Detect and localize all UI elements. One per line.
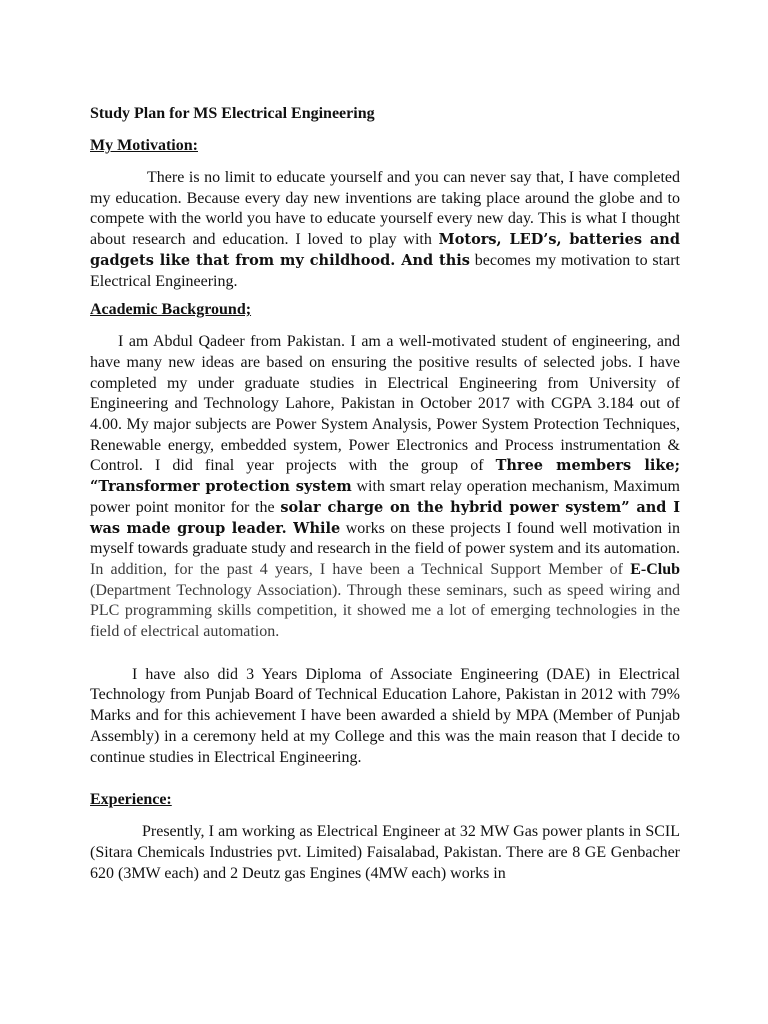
spacer: [90, 651, 680, 665]
experience-paragraph: Presently, I am working as Electrical Engineer at 32 MW Gas power plants in SCIL (Sitara Chemicals Industries pvt. Limited) Faisalabad, Pakistan. There are 8 GE Genbacher 620 (3MW each) and 2 Deutz gas Engines (4MW each) works in: [90, 823, 680, 882]
motivation-text-3: becomes my motivation to start Electrical Engineering.: [90, 251, 680, 290]
academic-text-2: Three members like; “Transformer protection system: [90, 457, 680, 496]
academic-text-4: solar charge on the hybrid power system” and I was made group leader. While: [90, 498, 680, 537]
spacer: [90, 776, 680, 790]
motivation-text-2: Motors, LED’s, batteries and gadgets like that from my childhood. And this: [90, 231, 680, 269]
academic-paragraph: [90, 332, 680, 643]
experience-heading: Experience:: [90, 791, 172, 809]
academic-text-1: I am Abdul Qadeer from Pakistan. I am a well-motivated student of engineering, and have many new ideas are based on ensuring the positive results of selected jobs. I have completed my under graduate studies in Electrical Engineering from University of Engineering and Technology Lahore, Pakistan in October 2017 with CGPA 3.184 out of 4.00. My major subjects are Power System Analysis, Power System Protection Techniques, Renewable energy, embedded system, Power Electronics and Process instrumentation & Control. I did final year projects with the group of: [90, 333, 680, 475]
diploma-paragraph: I have also did 3 Years Diploma of Associate Engineering (DAE) in Electrical Technology from Punjab Board of Technical Education Lahore, Pakistan in 2012 with 79% Marks and for this achievement I have been awarded a shield by MPA (Member of Punjab Assembly) in a ceremony held at my College and this was the main reason that I decide to continue studies in Electrical Engineering.: [90, 665, 680, 766]
academic-eclub: E-Club: [630, 560, 680, 578]
motivation-heading: My Motivation:: [90, 137, 198, 154]
academic-heading: Academic Background;: [90, 301, 252, 319]
academic-text-3: with smart relay operation mechanism, Maximum power point monitor for the: [90, 478, 680, 516]
motivation-text-1: There is no limit to educate yourself and you can never say that, I have completed my education. Because every day new inventions are taking place around the globe and to compete with the world you have to educate yourself every new day. This is what I thought about research and education. I loved to play with: [90, 169, 680, 249]
academic-text-7: (Department Technology Association). Through these seminars, such as speed wiring and PLC programming skills competition, it showed me a lot of emerging technologies in the field of electrical automation.: [90, 581, 680, 641]
academic-text-6: In addition, for the past 4 years, I have been a Technical Support Member of: [90, 560, 631, 578]
academic-text-5: works on these projects I found well motivation in myself towards graduate study and research in the field of power system and its automation.: [90, 519, 680, 558]
motivation-paragraph: [90, 168, 680, 292]
document-title: Study Plan for MS Electrical Engineering: [90, 105, 375, 122]
